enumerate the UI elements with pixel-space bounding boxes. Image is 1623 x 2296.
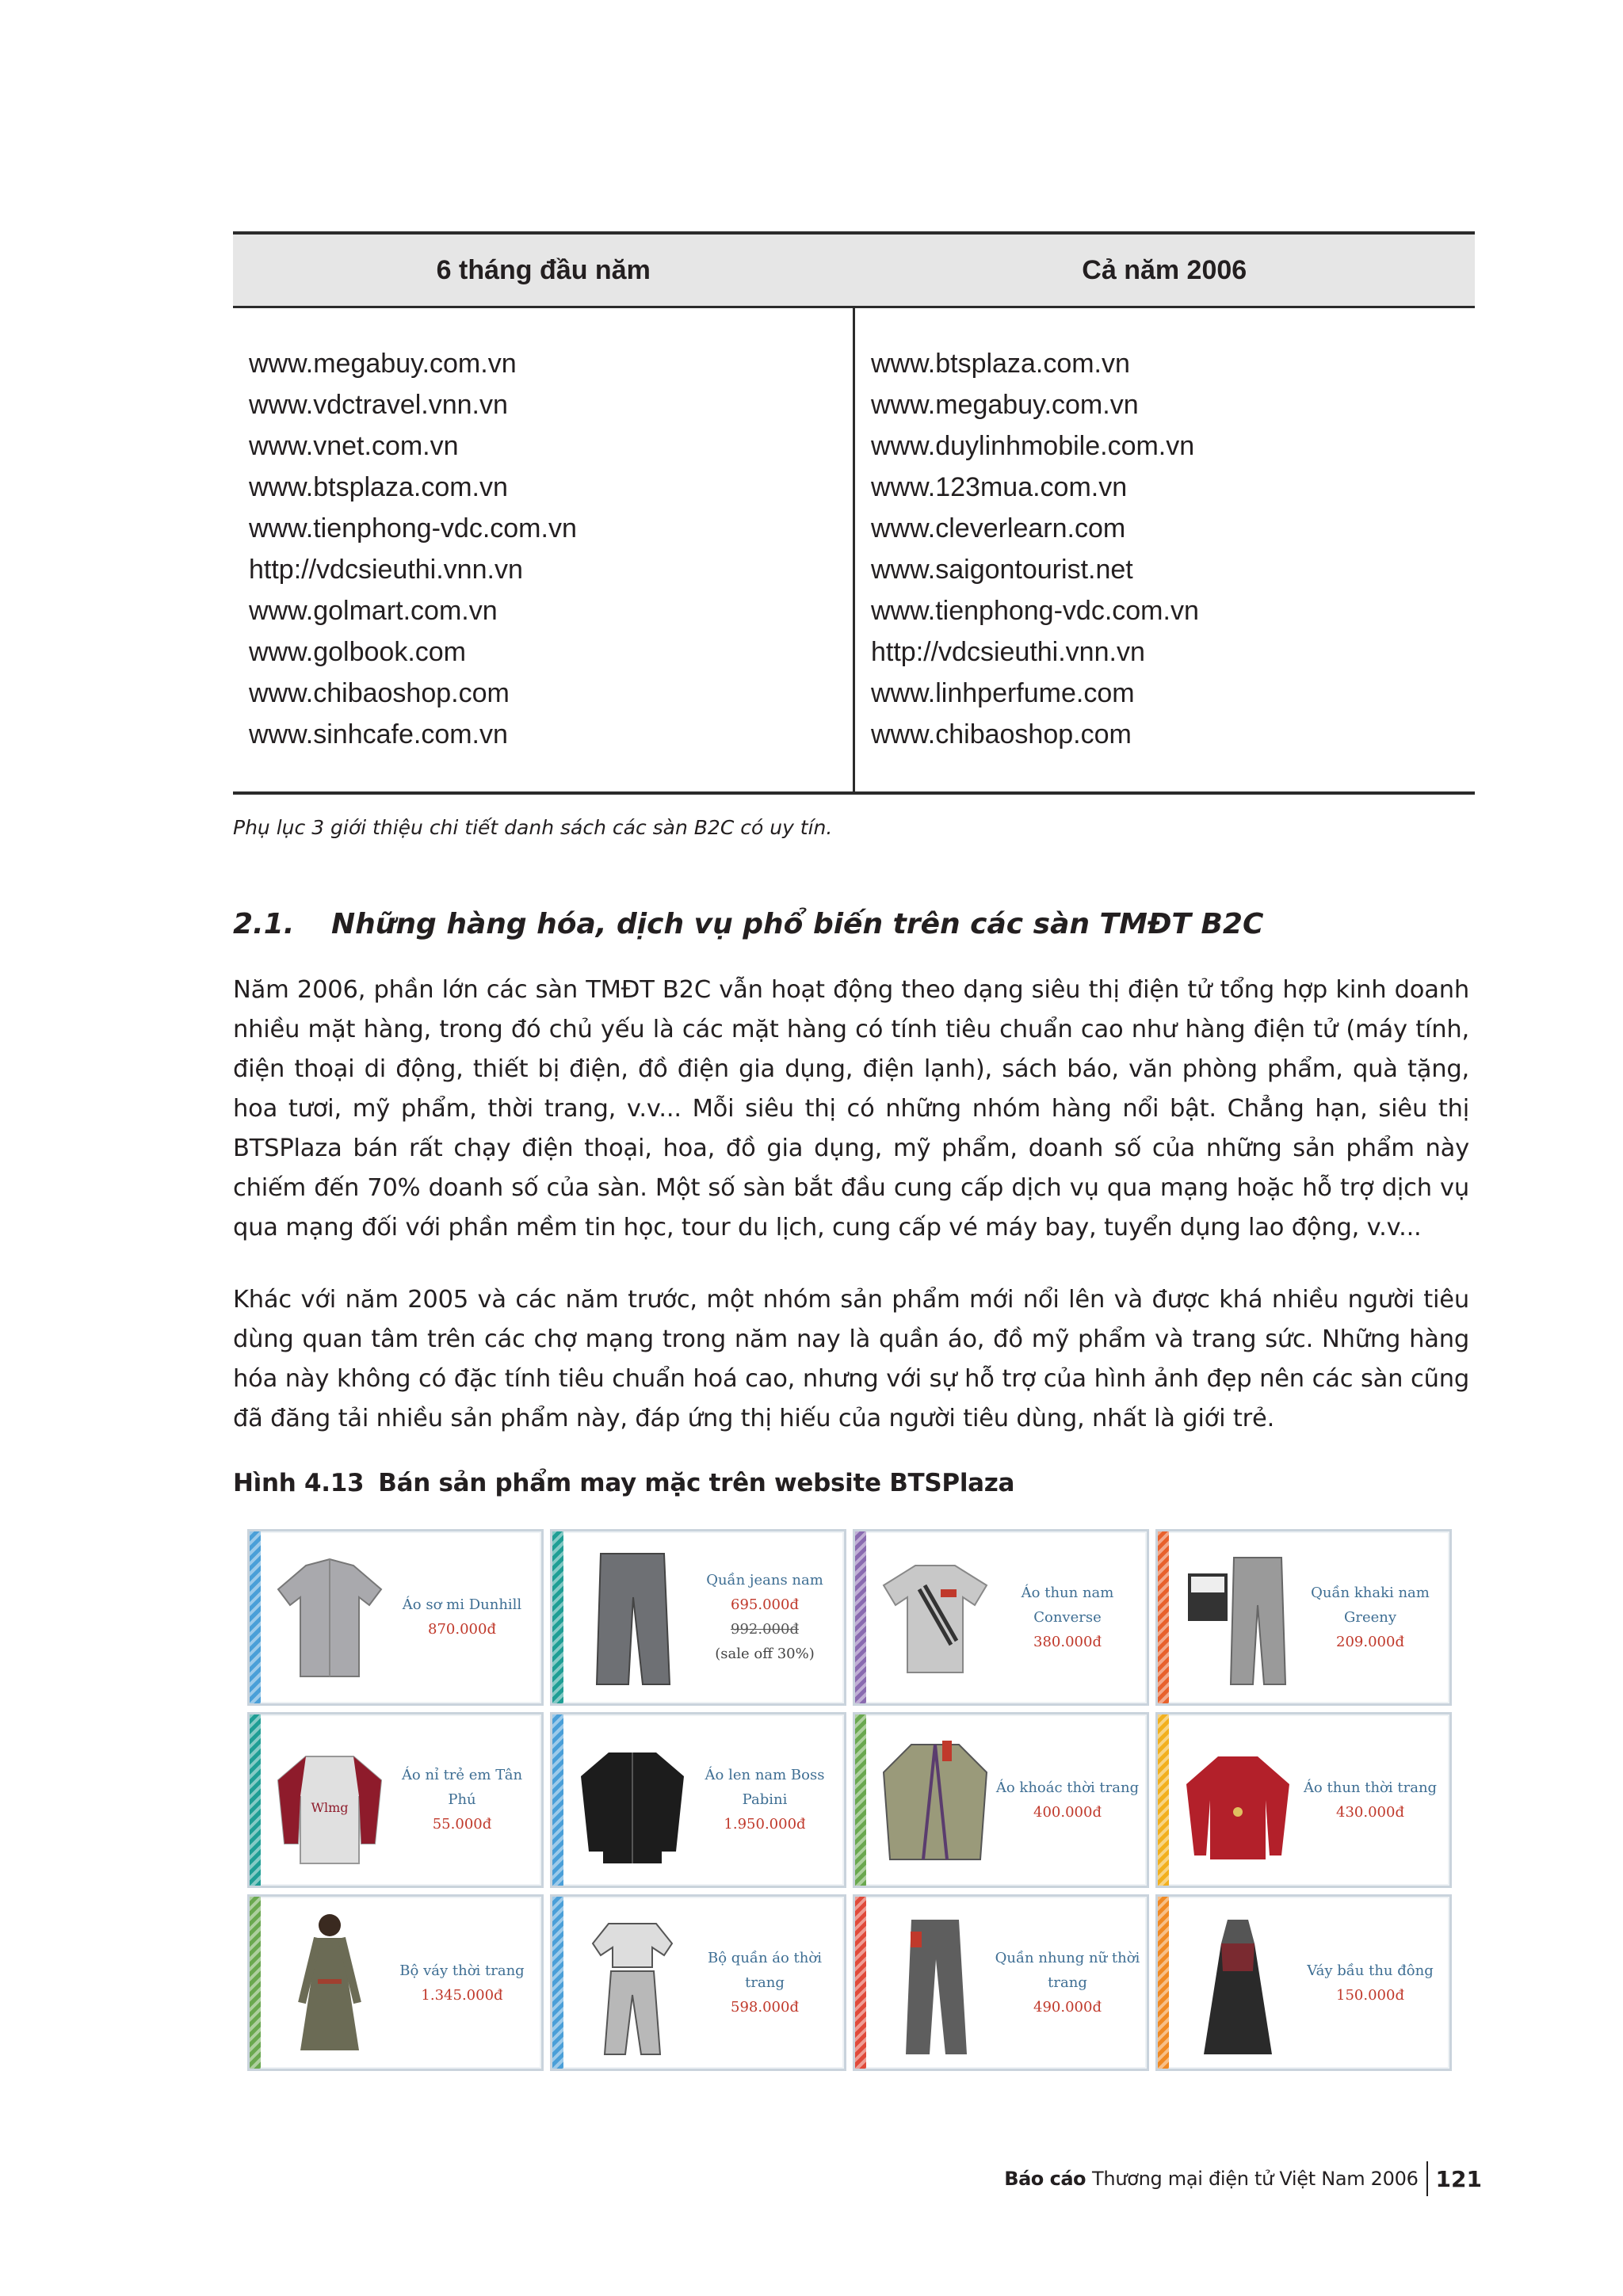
- jeans-icon[interactable]: [573, 1542, 692, 1692]
- product-card[interactable]: [247, 1529, 544, 1706]
- product-info: [692, 1568, 844, 1666]
- outfit-icon[interactable]: [573, 1908, 692, 2058]
- figure-title: Bán sản phẩm may mặc trên website BTSPlaza: [378, 1469, 1015, 1497]
- site-url: www.duylinhmobile.com.vn: [871, 431, 1195, 461]
- product-info: [1297, 1581, 1449, 1654]
- product-card[interactable]: [853, 1894, 1149, 2071]
- card-accent-stripe: [855, 1714, 866, 1886]
- page-number: 121: [1435, 2165, 1482, 2192]
- site-url: www.chibaoshop.com: [871, 719, 1132, 749]
- site-url: www.megabuy.com.vn: [249, 349, 517, 379]
- product-info: [995, 1946, 1147, 2019]
- figure-caption: [233, 1469, 1014, 1497]
- site-url: www.chibaoshop.com: [249, 678, 510, 708]
- product-name[interactable]: Quần jeans nam: [706, 1572, 823, 1589]
- product-name[interactable]: Áo khoác thời trang: [995, 1779, 1140, 1796]
- card-accent-stripe: [552, 1531, 563, 1703]
- product-price: 430.000đ: [1336, 1803, 1404, 1821]
- product-card[interactable]: [247, 1712, 544, 1889]
- section-heading: [233, 908, 1263, 940]
- footer-divider: [1426, 2161, 1428, 2196]
- product-name[interactable]: Quần khaki nam Greeny: [1311, 1584, 1430, 1626]
- site-url: www.golbook.com: [249, 637, 467, 667]
- figure-number: Hình 4.13: [233, 1469, 365, 1497]
- card-accent-stripe: [1158, 1714, 1169, 1886]
- product-card[interactable]: [1155, 1712, 1452, 1889]
- product-card[interactable]: [550, 1529, 846, 1706]
- product-card[interactable]: [853, 1712, 1149, 1889]
- site-url: http://vdcsieuthi.vnn.vn: [871, 637, 1145, 667]
- footer-title: Thương mại điện tử Việt Nam 2006: [1092, 2168, 1419, 2190]
- card-accent-stripe: [250, 1714, 261, 1886]
- product-name[interactable]: Áo thun thời trang: [1303, 1779, 1438, 1796]
- product-price: 150.000đ: [1336, 1986, 1404, 2004]
- product-grid: [247, 1529, 1452, 2071]
- product-name[interactable]: Áo nỉ trẻ em Tân Phú: [401, 1767, 523, 1809]
- jacket-icon[interactable]: [573, 1725, 692, 1875]
- product-price: 598.000đ: [731, 1999, 799, 2016]
- section-number: 2.1.: [233, 908, 295, 940]
- card-accent-stripe: [250, 1531, 261, 1703]
- table-header-first-half: 6 tháng đầu năm: [436, 254, 651, 285]
- sweater-icon[interactable]: [270, 1725, 389, 1875]
- site-url: www.tienphong-vdc.com.vn: [249, 513, 577, 543]
- appendix-note: Phụ lục 3 giới thiệu chi tiết danh sách các sàn B2C có uy tín.: [233, 816, 833, 839]
- product-name[interactable]: Áo thun nam Converse: [1021, 1584, 1114, 1626]
- site-url: www.btsplaza.com.vn: [871, 349, 1130, 379]
- site-url: www.sinhcafe.com.vn: [249, 719, 508, 749]
- product-price: 209.000đ: [1336, 1633, 1404, 1650]
- table-header-row: [233, 235, 1475, 308]
- product-card[interactable]: [853, 1529, 1149, 1706]
- tshirt-icon[interactable]: [876, 1542, 995, 1692]
- product-name[interactable]: Áo sơ mi Dunhill: [402, 1596, 522, 1614]
- product-info: [389, 1958, 541, 2008]
- product-price: 55.000đ: [432, 1816, 492, 1833]
- product-name[interactable]: Váy bầu thu đông: [1307, 1962, 1434, 1979]
- table-header-full-year: Cả năm 2006: [1082, 254, 1247, 285]
- product-name[interactable]: Bộ quần áo thời trang: [708, 1950, 822, 1992]
- card-accent-stripe: [552, 1897, 563, 2069]
- site-url: www.megabuy.com.vn: [871, 390, 1139, 420]
- product-price: 695.000đ: [731, 1596, 799, 1614]
- product-info: [692, 1946, 844, 2019]
- top-icon[interactable]: [1178, 1725, 1297, 1875]
- product-info: [692, 1763, 844, 1836]
- footer-brand: Báo cáo: [1004, 2168, 1086, 2190]
- product-price: 400.000đ: [1033, 1803, 1102, 1821]
- product-sale-label: (sale off 30%): [715, 1646, 815, 1663]
- product-price: 490.000đ: [1033, 1999, 1102, 2016]
- svg-text:Wlmg: Wlmg: [311, 1799, 349, 1815]
- product-card[interactable]: [247, 1894, 544, 2071]
- body-paragraph: Năm 2006, phần lớn các sàn TMĐT B2C vẫn hoạt động theo dạng siêu thị điện tử tổng hợp kinh doanh nhiều mặt hàng, trong đó chủ yếu là các mặt hàng có tính tiêu chuẩn cao như hàng điện tử (máy tính, điện thoại di động, thiết bị điện, đồ điện gia dụng, điện lạnh), sách báo, văn phòng phẩm, quà tặng, hoa tươi, mỹ phẩm, thời trang, v.v... Mỗi siêu thị có những nhóm hàng nổi bật. Chẳng hạn, siêu thị BTSPlaza bán rất chạy điện thoại, hoa, đồ gia dụng, mỹ phẩm, doanh số của những sản phẩm này chiếm đến 70% doanh số của sàn. Một số sàn bắt đầu cung cấp dịch vụ qua mạng hoặc hỗ trợ dịch vụ qua mạng đối với phần mềm tin học, tour du lịch, cung cấp vé máy bay, tuyển dụng lao động, v.v...: [233, 976, 1469, 1241]
- product-card[interactable]: [550, 1894, 846, 2071]
- card-accent-stripe: [855, 1897, 866, 2069]
- product-old-price: 992.000đ: [731, 1621, 799, 1638]
- shirt-icon[interactable]: [270, 1542, 389, 1692]
- product-info: [389, 1592, 541, 1642]
- section-title: Những hàng hóa, dịch vụ phổ biến trên các sàn TMĐT B2C: [331, 908, 1264, 940]
- page-footer: [1004, 2161, 1482, 2196]
- card-accent-stripe: [1158, 1897, 1169, 2069]
- dress-set-icon[interactable]: [270, 1908, 389, 2058]
- table-body: [233, 308, 1475, 791]
- product-card[interactable]: [550, 1712, 846, 1889]
- product-price: 380.000đ: [1033, 1633, 1102, 1650]
- product-info: [1297, 1958, 1449, 2008]
- site-url: www.cleverlearn.com: [871, 513, 1126, 543]
- card-accent-stripe: [552, 1714, 563, 1886]
- product-info: [995, 1775, 1147, 1825]
- site-url: www.btsplaza.com.vn: [249, 472, 508, 502]
- site-url: www.123mua.com.vn: [871, 472, 1128, 502]
- product-info: [1297, 1775, 1449, 1825]
- product-card[interactable]: [1155, 1894, 1452, 2071]
- product-card[interactable]: [1155, 1529, 1452, 1706]
- product-price: 870.000đ: [428, 1621, 496, 1638]
- product-name[interactable]: Quần nhung nữ thời trang: [995, 1950, 1140, 1992]
- product-price: 1.950.000đ: [724, 1816, 806, 1833]
- b2c-sites-table: [233, 231, 1475, 795]
- site-url: www.saigontourist.net: [871, 555, 1133, 585]
- table-column-full-year: [853, 308, 1475, 791]
- product-name[interactable]: Bộ váy thời trang: [399, 1962, 525, 1979]
- card-accent-stripe: [1158, 1531, 1169, 1703]
- site-url: www.linhperfume.com: [871, 678, 1135, 708]
- product-info: [995, 1581, 1147, 1654]
- card-accent-stripe: [250, 1897, 261, 2069]
- site-url: www.vnet.com.vn: [249, 431, 459, 461]
- card-accent-stripe: [855, 1531, 866, 1703]
- site-url: www.vdctravel.vnn.vn: [249, 390, 508, 420]
- site-url: www.golmart.com.vn: [249, 596, 498, 626]
- khaki-icon[interactable]: [1178, 1542, 1297, 1692]
- coat-icon[interactable]: [876, 1725, 995, 1875]
- product-name[interactable]: Áo len nam Boss Pabini: [705, 1767, 825, 1809]
- product-price: 1.345.000đ: [421, 1986, 503, 2004]
- pants-icon[interactable]: [876, 1908, 995, 2058]
- maternity-dress-icon[interactable]: [1178, 1908, 1297, 2058]
- site-url: http://vdcsieuthi.vnn.vn: [249, 555, 523, 585]
- table-column-first-half: [233, 308, 853, 791]
- product-info: [389, 1763, 541, 1836]
- site-url: www.tienphong-vdc.com.vn: [871, 596, 1199, 626]
- body-paragraph: Khác với năm 2005 và các năm trước, một nhóm sản phẩm mới nổi lên và được khá nhiều người tiêu dùng quan tâm trên các chợ mạng trong năm nay là quần áo, đồ mỹ phẩm và trang sức. Những hàng hóa này không có đặc tính tiêu chuẩn hoá cao, nhưng với sự hỗ trợ của hình ảnh đẹp nên các sàn cũng đã đăng tải nhiều sản phẩm này, đáp ứng thị hiếu của người tiêu dùng, nhất là giới trẻ.: [233, 1286, 1469, 1432]
